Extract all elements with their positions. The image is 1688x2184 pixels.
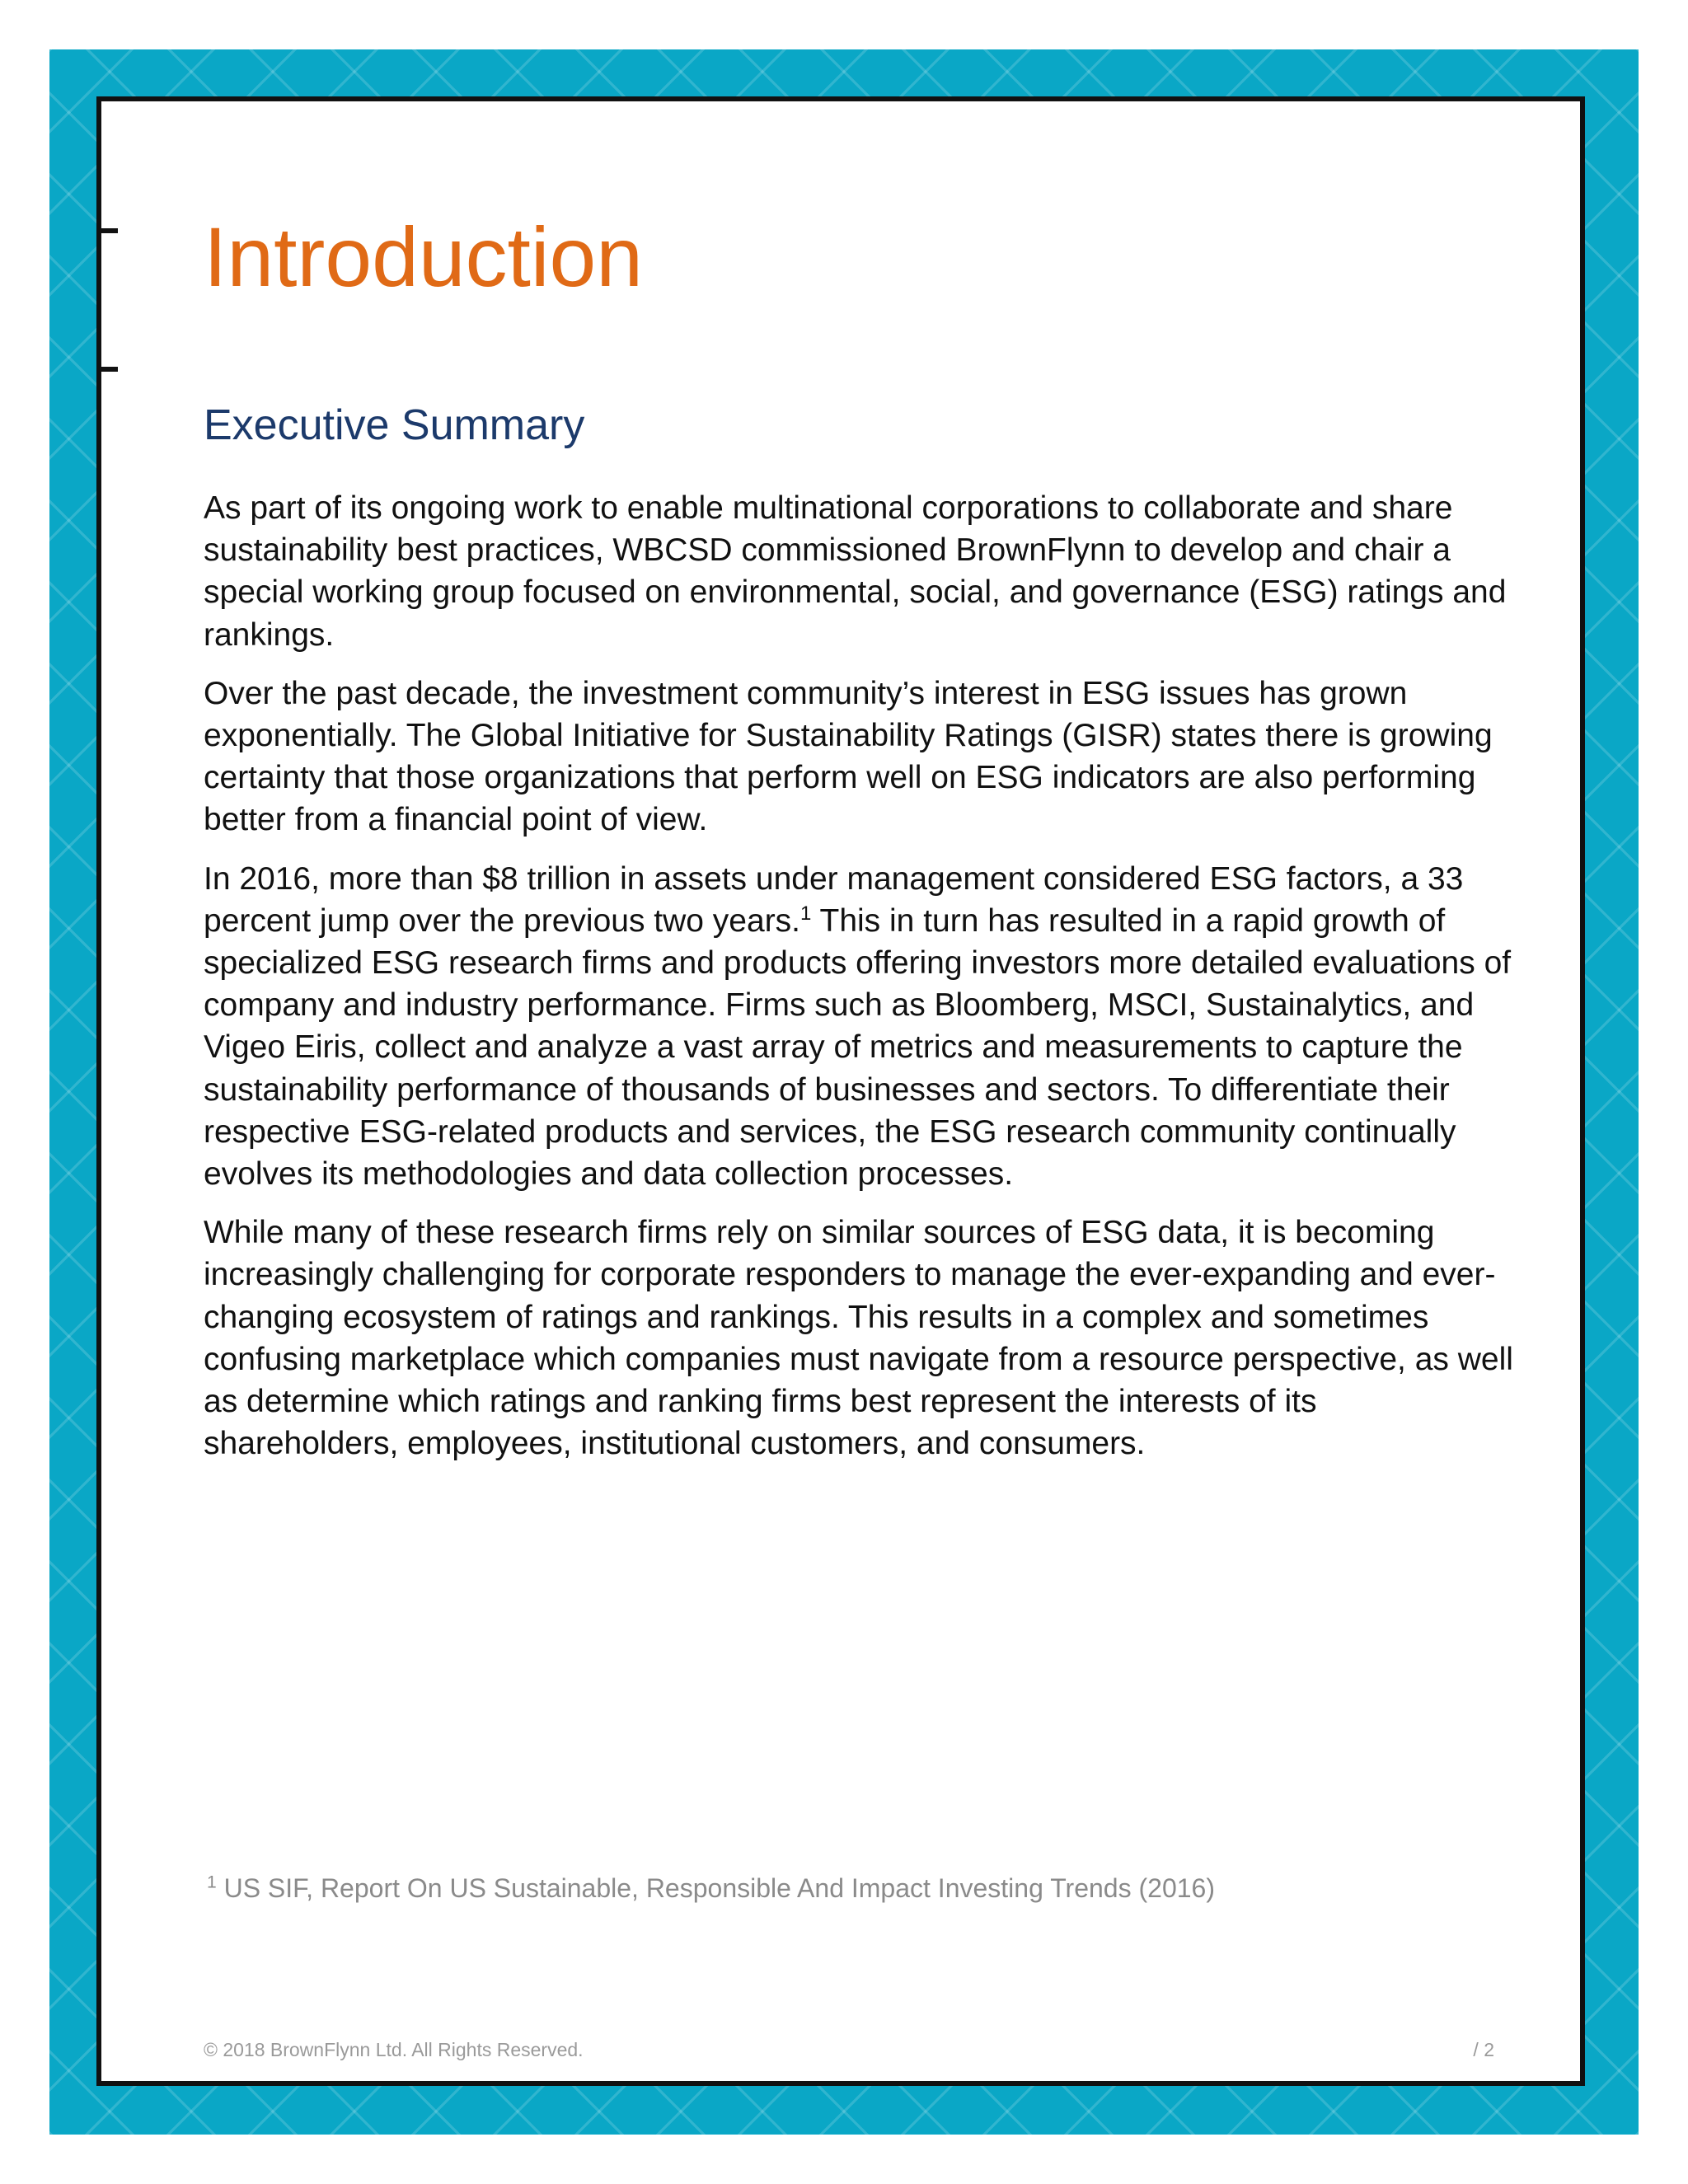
- copyright-notice: © 2018 BrownFlynn Ltd. All Rights Reserved.: [204, 2039, 584, 2060]
- paragraph-3-part-1: In 2016, more than $8 trillion in assets under management considered ESG factors, a 33 percent jump over the previous two years.: [204, 860, 1464, 939]
- paragraph-3-part-2: This in turn has resulted in a rapid growth of specialized ESG research firms and products offering investors more detailed evaluations of company and industry performance. Firms such as Bloomberg, MSCI, Sustainalytics, and Vigeo Eiris, collect and analyze a vast array of metrics and measurements to capture the sustainability performance of thousands of businesses and sectors. To differentiate their respective ESG-related products and services, the ESG research community continually evolves its methodologies and data collection processes.: [204, 902, 1512, 1193]
- body-text: [204, 487, 1514, 1481]
- footnote: [207, 1873, 1215, 1904]
- footnote-reference: 1: [800, 902, 812, 925]
- paragraph-1: As part of its ongoing work to enable multinational corporations to collaborate and share sustainability best practices, WBCSD commissioned BrownFlynn to develop and chair a special working group focused on environmental, social, and governance (ESG) ratings and rankings.: [204, 490, 1507, 653]
- footnote-text: US SIF, Report On US Sustainable, Responsible And Impact Investing Trends (2016): [223, 1873, 1215, 1903]
- paragraph-4: While many of these research firms rely on similar sources of ESG data, it is becoming increasingly challenging for corporate responders to manage the ever-expanding and ever-changing ecosystem of ratings and rankings. This results in a complex and sometimes confusing marketplace which companies must navigate from a resource perspective, as well as determine which ratings and ranking firms best represent the interests of its shareholders, employees, institutional customers, and consumers.: [204, 1215, 1513, 1462]
- footnote-number: 1: [207, 1872, 217, 1892]
- paragraph-2: Over the past decade, the investment community’s interest in ESG issues has grown exponentially. The Global Initiative for Sustainability Ratings (GISR) states there is growing certainty that those organizations that perform well on ESG indicators are also performing better from a financial point of view.: [204, 675, 1493, 838]
- page-number: / 2: [1473, 2039, 1494, 2060]
- paragraph-3: [204, 858, 1514, 1196]
- section-heading: Executive Summary: [204, 401, 585, 449]
- bracket-mark: [101, 228, 121, 372]
- page-title: Introduction: [204, 210, 644, 304]
- document-page: [96, 96, 1585, 2086]
